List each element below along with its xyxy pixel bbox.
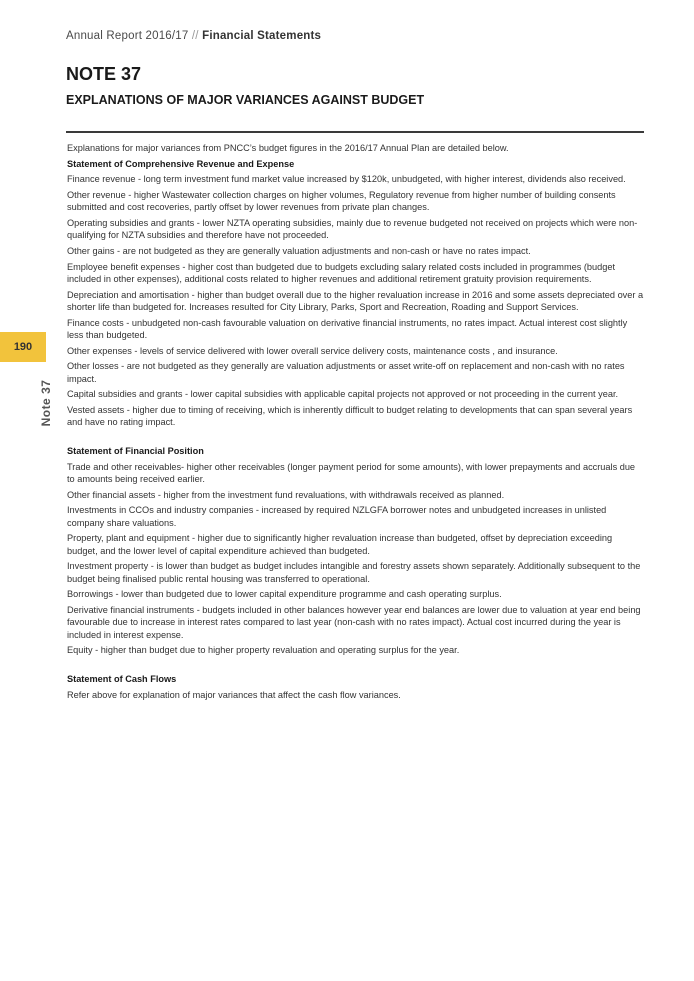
page-number-tab [0,332,46,362]
paragraph: Operating subsidies and grants - lower NZTA operating subsidies, mainly due to revenue budgeted not received on projects which were non-qualifying for NZTA subsidies and therefore have not proceeded. [67,218,638,241]
paragraph: Finance revenue - long term investment fund market value increased by $120k, unbudgeted, with higher interest, dividends also received. [67,174,626,185]
report-title: Annual Report 2016/17 [66,30,189,42]
intro-paragraph: Explanations for major variances from PNCC’s budget figures in the 2016/17 Annual Plan are detailed below. [67,143,509,153]
paragraph: Other expenses - levels of service delivered with lower overall service delivery costs, maintenance costs , and insurance. [67,345,558,356]
note-body [67,142,644,704]
paragraph: Other losses - are not budgeted as they generally are valuation adjustments or asset write-off on replacement and non-cash with no rates impact. [67,361,625,384]
page-number: 190 [13,341,33,353]
paragraph: Derivative financial instruments - budgets included in other balances however year end balances are lower due to valuation at year end being favourable due to increase in interest rates compared to last year (non-cash with no rates impact). Actual cost incurred during the year is included in interest expense. [67,605,641,640]
side-note-label: Note 37 [39,379,53,427]
paragraph: Other gains - are not budgeted as they are generally valuation adjustments and non-cash or have no rates impact. [67,246,531,257]
header-separator: // [191,30,199,42]
paragraph: Refer above for explanation of major variances that affect the cash flow variances. [67,689,401,700]
note-title: NOTE 37 [66,64,142,84]
running-header [66,30,321,42]
paragraph: Finance costs - unbudgeted non-cash favourable valuation on derivative financial instruments, no rates impact. Actual interest cost slightly less than budgeted. [67,317,628,340]
paragraph: Trade and other receivables- higher other receivables (longer payment period for some amounts), with lower prepayments and accruals due to amounts being received earlier. [67,461,636,484]
paragraph: Employee benefit expenses - higher cost than budgeted due to budgets excluding salary related costs included in programmes (budget included in other expenses), additional costs related to higher revenues and additional retirement gratuity provision requirements. [67,261,616,285]
paragraph: Other financial assets - higher from the investment fund revaluations, with withdrawals received as planned. [67,489,505,500]
paragraph: Investment property - is lower than budget as budget includes intangible and forestry assets shown separately. Additionally subsequent to the budget being finalised public rental housing was transferred to operational. [67,561,641,584]
paragraph: Property, plant and equipment - higher due to significantly higher revaluation increase than budgeted, offset by depreciation exceeding budget, and the lower level of capital expenditure achieved than budgeted. [67,533,613,556]
cashflow-heading: Statement of Cash Flows [67,673,177,684]
paragraph: Borrowings - lower than budgeted due to lower capital expenditure programme and cash operating surplus. [67,589,502,600]
paragraph: Depreciation and amortisation - higher than budget overall due to the higher revaluation increase in 2016 and some assets depreciated over a shorter life than budgeted for. Increases resulted for City Library, Parks, Sport and Recreation, Roading and Support Services. [67,289,644,312]
revenue-heading: Statement of Comprehensive Revenue and Expense [67,158,295,169]
paragraph: Equity - higher than budget due to higher property revaluation and operating surplus for the year. [67,645,460,656]
paragraph: Capital subsidies and grants - lower capital subsidies with applicable capital projects not approved or not proceeding in the current year. [67,389,619,400]
position-heading: Statement of Financial Position [67,446,204,457]
paragraph: Investments in CCOs and industry companies - increased by required NZLGFA borrower notes and unbudgeted increases in unlisted company share valuations. [67,505,607,528]
title-divider [66,131,644,133]
section-title: Financial Statements [202,30,322,42]
section-spacer [67,432,644,445]
paragraph: Vested assets - higher due to timing of receiving, which is inherently difficult to budget relating to developments that can span several years and have no rating impact. [67,405,633,428]
paragraph: Other revenue - higher Wastewater collection charges on higher volumes, Regulatory revenue from higher number of building consents submitted and cost recoveries, partly offset by lower revenues from private plan changes. [67,190,616,213]
section-spacer [67,660,644,673]
note-subtitle: EXPLANATIONS OF MAJOR VARIANCES AGAINST BUDGET [66,93,425,107]
